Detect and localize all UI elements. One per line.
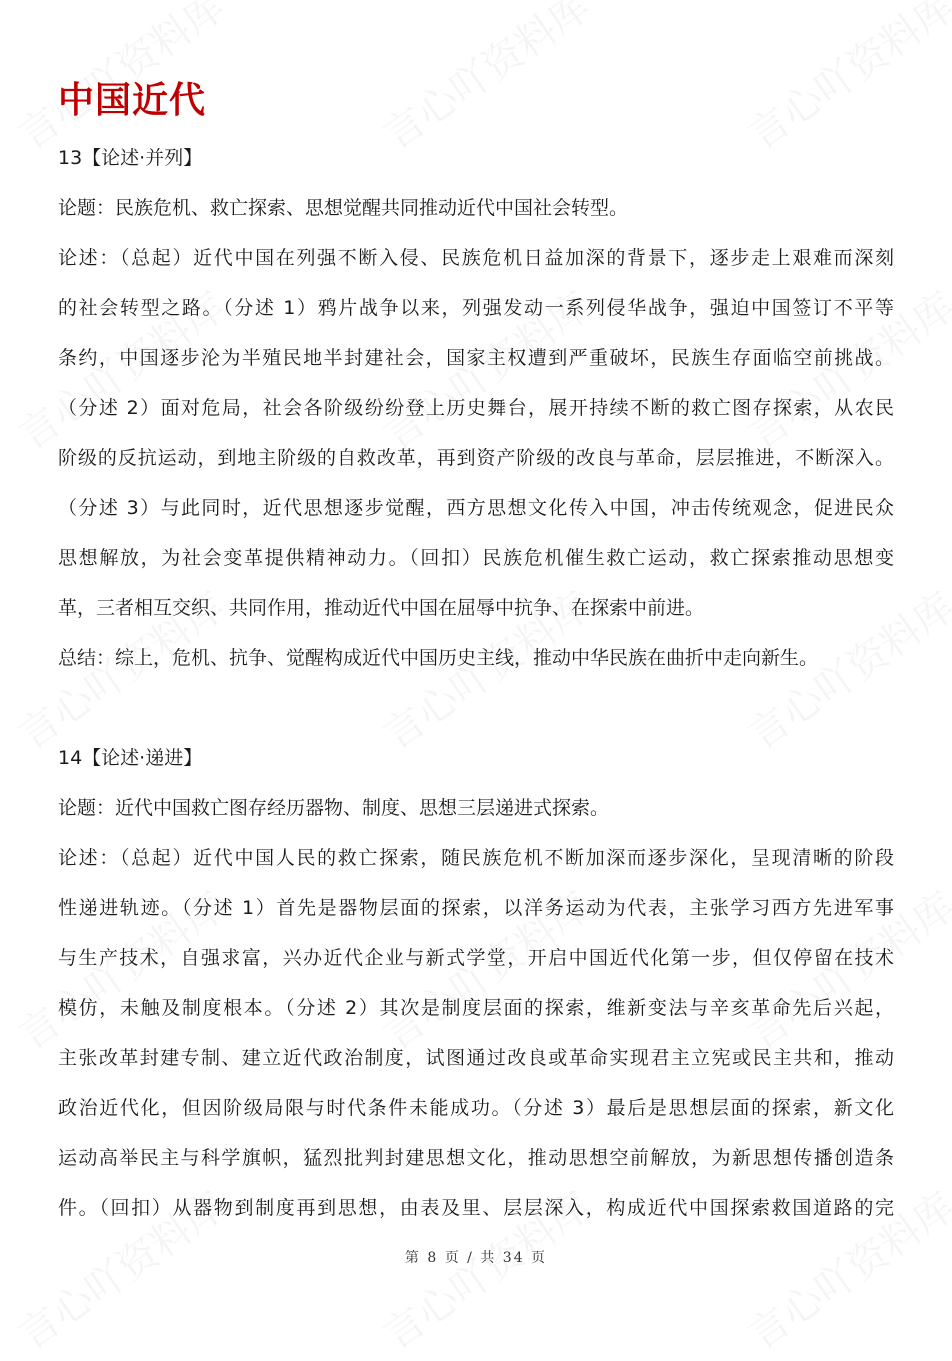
paragraph-line: 模仿，未触及制度根本。（分述 2）其次是制度层面的探索，维新变法与辛亥革命先后兴起， (58, 997, 894, 1019)
paragraph-line: 主张改革封建专制、建立近代政治制度，试图通过改良或革命实现君主立宪或民主共和，推动 (58, 1047, 894, 1069)
paragraph-line: 与生产技术，自强求富，兴办近代企业与新式学堂，开启中国近代化第一步，但仅停留在技术 (58, 947, 894, 969)
paragraph-line: （分述 3）与此同时，近代思想逐步觉醒，西方思想文化传入中国，冲击传统观念，促进民众 (58, 497, 894, 519)
watermark-text (370, 0, 599, 161)
paragraph-line: 件。（回扣）从器物到制度再到思想，由表及里、层层深入，构成近代中国探索救国道路的完 (58, 1197, 894, 1219)
paragraph-line: 论题：民族危机、救亡探索、思想觉醒共同推动近代中国社会转型。 (58, 197, 629, 219)
page-footer: 第 8 页 / 共 34 页 (404, 1250, 548, 1266)
paragraph-line: 的社会转型之路。（分述 1）鸦片战争以来，列强发动一系列侵华战争，强迫中国签订不平等 (58, 297, 894, 319)
paragraph-line: 思想解放，为社会变革提供精神动力。（回扣）民族危机催生救亡运动，救亡探索推动思想变 (58, 547, 894, 569)
paragraph-line: 总结：综上，危机、抗争、觉醒构成近代中国历史主线，推动中华民族在曲折中走向新生。 (58, 647, 819, 669)
paragraph-line: 论述：（总起）近代中国在列强不断入侵、民族危机日益加深的背景下，逐步走上艰难而深刻 (58, 247, 894, 269)
paragraph-line: 论题：近代中国救亡图存经历器物、制度、思想三层递进式探索。 (58, 797, 610, 819)
paragraph-line: （分述 2）面对危局，社会各阶级纷纷登上历史舞台，展开持续不断的救亡图存探索，从农民 (58, 397, 894, 419)
paragraph-line: 条约，中国逐步沦为半殖民地半封建社会，国家主权遭到严重破坏，民族生存面临空前挑战。 (58, 347, 894, 369)
section-heading: 13【论述·并列】 (58, 147, 203, 169)
page-title: 中国近代 (58, 80, 207, 121)
section-heading: 14【论述·递进】 (58, 747, 203, 769)
paragraph-line: 革，三者相互交织、共同作用，推动近代中国在屈辱中抗争、在探索中前进。 (58, 597, 705, 619)
paragraph-line: 性递进轨迹。（分述 1）首先是器物层面的探索，以洋务运动为代表，主张学习西方先进军事 (58, 897, 894, 919)
paragraph-line: 论述：（总起）近代中国人民的救亡探索，随民族危机不断加深而逐步深化，呈现清晰的阶段 (58, 847, 894, 869)
paragraph-line: 政治近代化，但因阶级局限与时代条件未能成功。（分述 3）最后是思想层面的探索，新文化 (58, 1097, 894, 1119)
watermark-text (735, 0, 952, 161)
paragraph-line: 运动高举民主与科学旗帜，猛烈批判封建思想文化，推动思想空前解放，为新思想传播创造条 (58, 1147, 894, 1169)
paragraph-line: 阶级的反抗运动，到地主阶级的自救改革，再到资产阶级的改良与革命，层层推进，不断深入。 (58, 447, 894, 469)
